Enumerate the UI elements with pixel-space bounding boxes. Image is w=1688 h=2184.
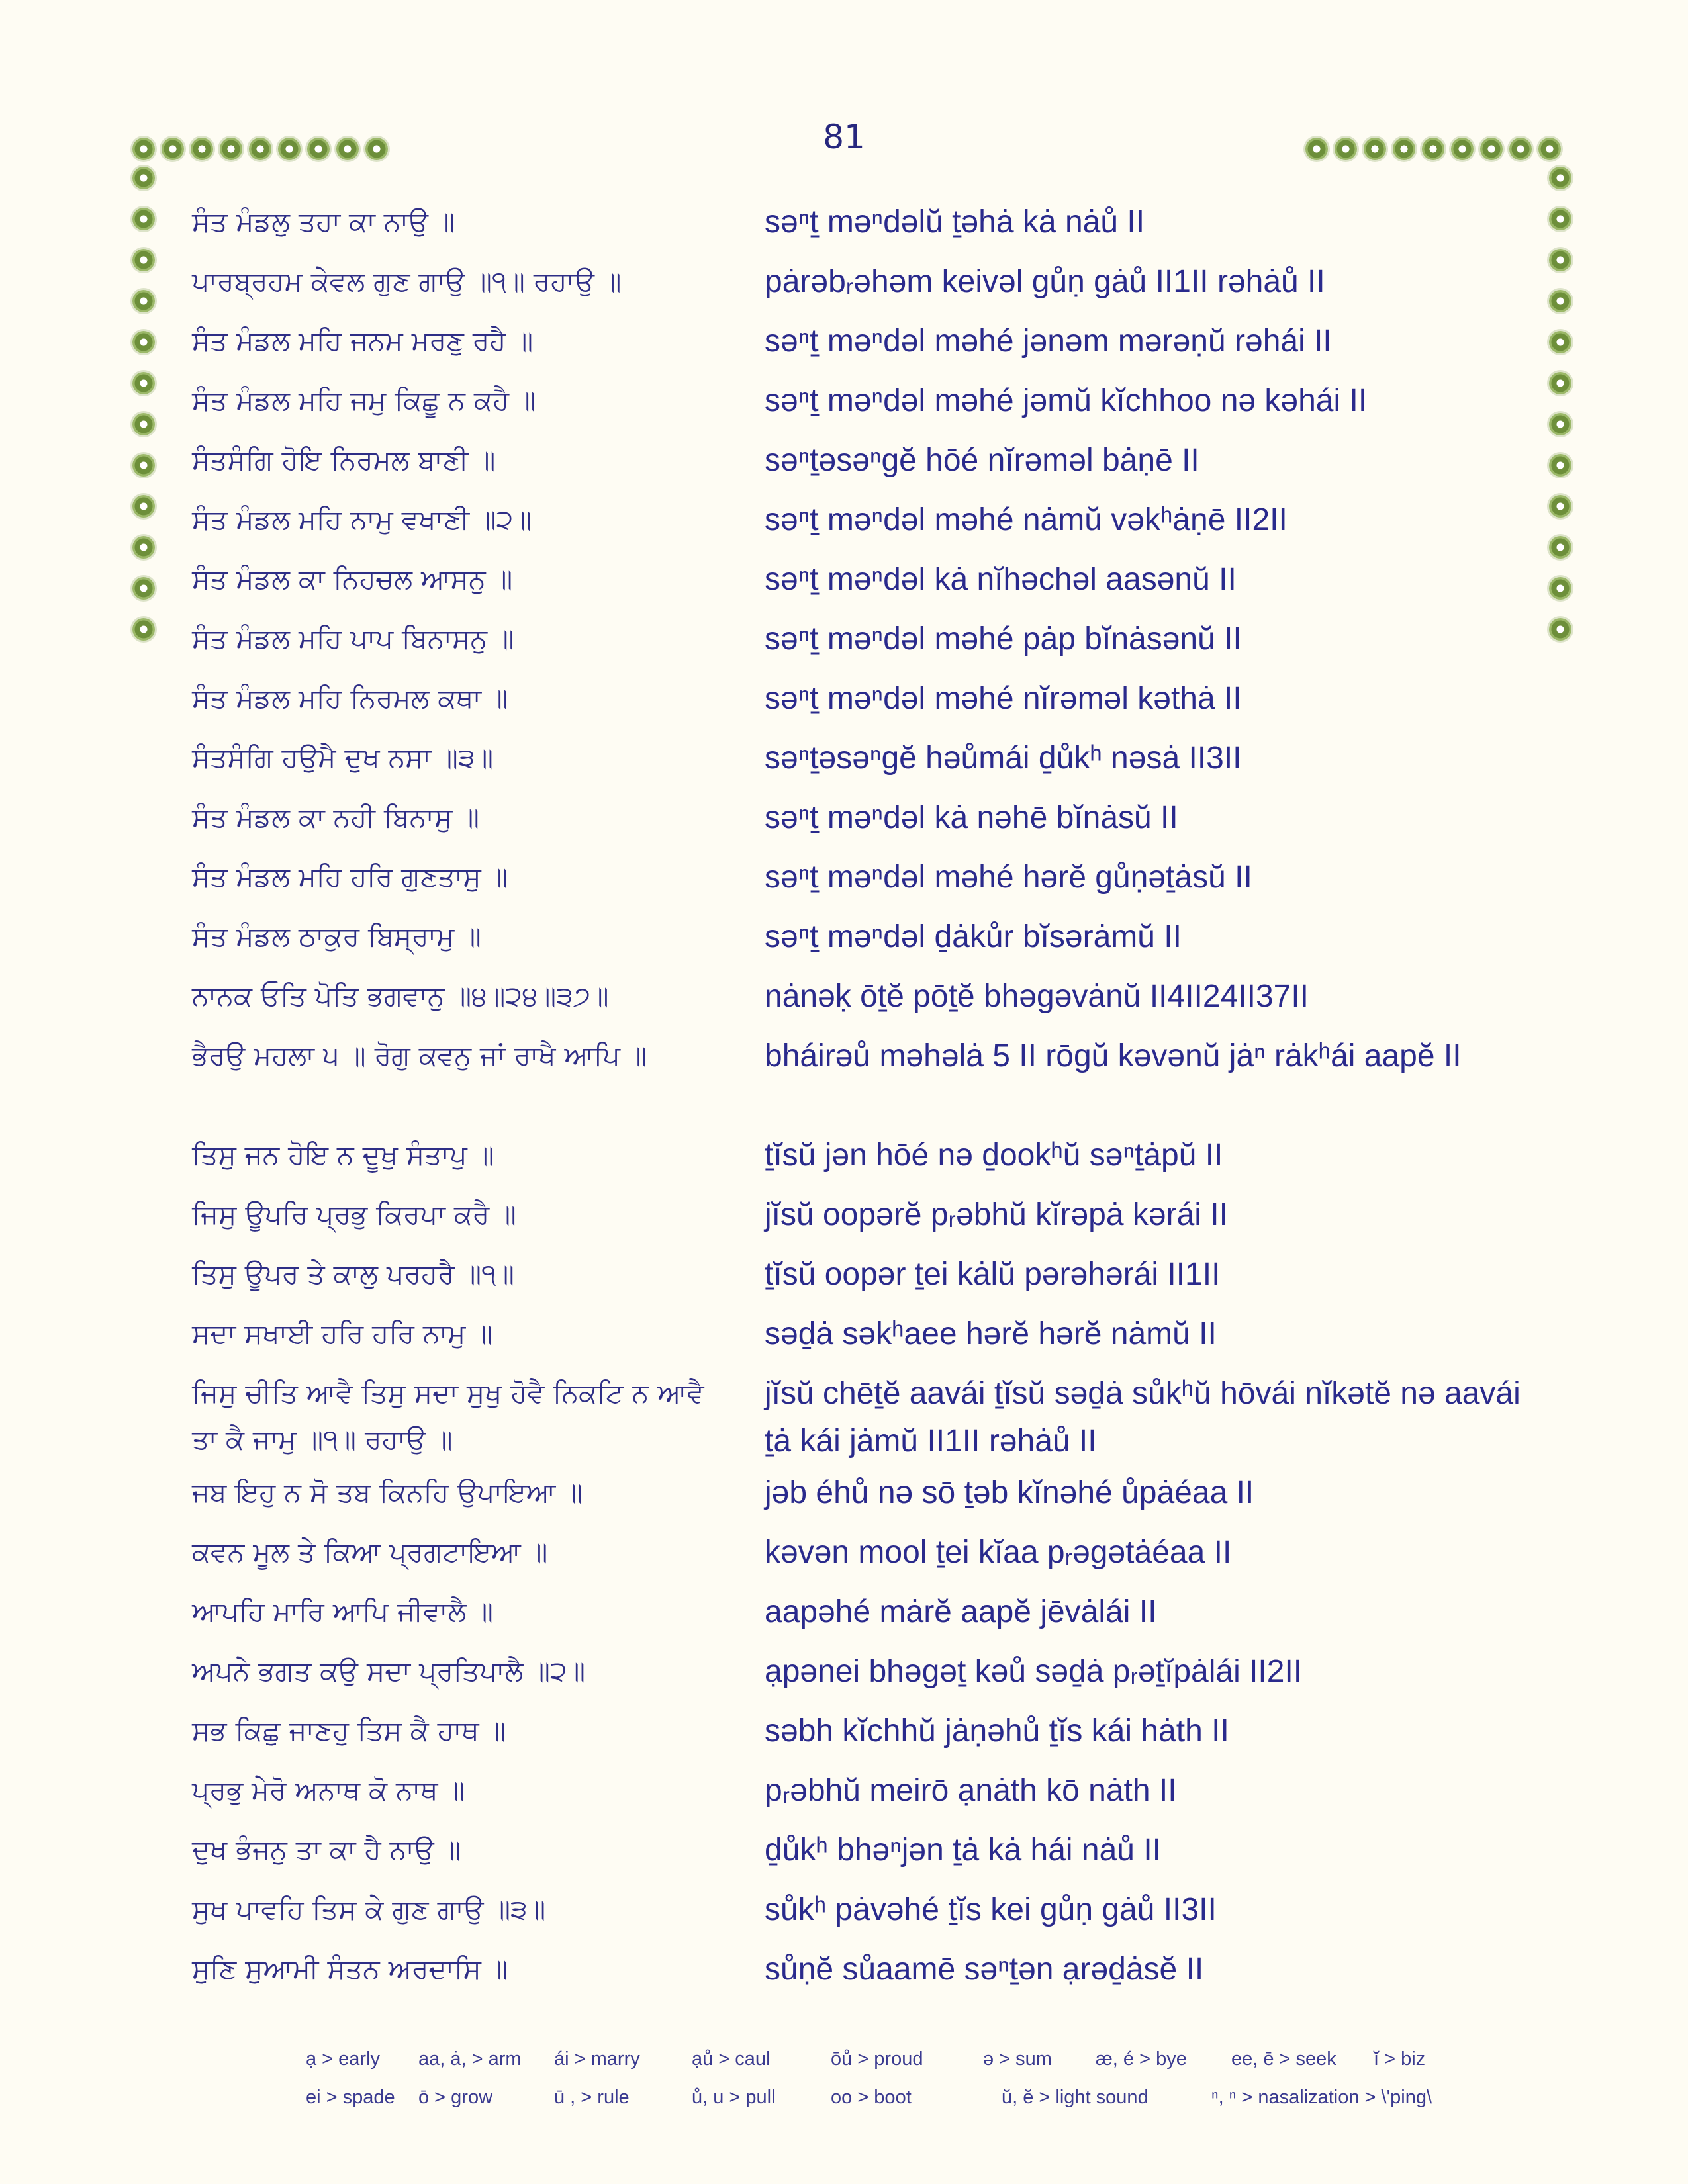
gurmukhi-text: ਜਬ ਇਹੁ ਨ ਸੋ ਤਬ ਕਿਨਹਿ ਉਪਾਇਆ ॥ [192,1477,583,1508]
transliteration-text: jĭsŭ chēṯĕ aavái ṯĭsŭ səḏȧ sůkʰŭ hōvái nĭkətĕ nə aavái ṯȧ kái jȧmŭ II1II rəhȧů II [765,1376,1521,1459]
gurmukhi-text: ਸੰਤ ਮੰਡਲ ਮਹਿ ਜਨਮ ਮਰਣੁ ਰਹੈ ॥ [192,325,534,357]
flower-icon [1451,138,1474,160]
legend-item: ái > marry [554,2048,640,2070]
flower-icon [249,138,271,160]
transliteration-text: səⁿṯ məⁿdəl məhé pȧp bĭnȧsənŭ II [765,621,1242,657]
gurmukhi-text: ਜਿਸੁ ਚੀਤਿ ਆਵੈ ਤਿਸੁ ਸਦਾ ਸੁਖੁ ਹੋਵੈ ਨਿਕਟਿ ਨ ਆਵੈ ਤਾ ਕੈ ਜਾਮੁ ॥੧॥ ਰਹਾਉ ॥ [192,1377,704,1455]
gurmukhi-text: ਤਿਸੁ ਜਨ ਹੋਇ ਨ ਦੂਖੁ ਸੰਤਾਪੁ ॥ [192,1139,494,1171]
verse-line [0,258,1688,318]
flower-icon [191,138,213,160]
gurmukhi-text: ਭੈਰਉ ਮਹਲਾ ੫ ॥ ਰੋਗੁ ਕਵਨੁ ਜਾਂ ਰਾਖੈ ਆਪਿ ॥ [192,1040,647,1071]
gurmukhi-text: ਸੰਤ ਮੰਡਲ ਕਾ ਨਹੀ ਬਿਨਾਸੁ ॥ [192,801,479,833]
transliteration-text: səⁿṯ məⁿdəl məhé jəmŭ kĭchhoo nə kəhái II [765,383,1368,418]
verse-line [0,1886,1688,1946]
flower-icon [307,138,330,160]
transliteration-text: səḏȧ səkʰaee hərĕ hərĕ nȧmŭ II [765,1316,1217,1351]
flower-icon [132,167,155,189]
legend-item: ōů > proud [831,2048,923,2070]
flower-icon [1509,138,1532,160]
flower-icon [365,138,388,160]
transliteration-text: sůkʰ pȧvəhé ṯĭs kei gůṇ gȧů II3II [765,1892,1217,1927]
verse-line [0,1251,1688,1310]
legend-item: æ, é > bye [1096,2048,1187,2070]
verse-line [0,1946,1688,2005]
transliteration-text: səⁿṯ məⁿdəl məhé jənəm mərəṇŭ rəhái II [765,324,1332,359]
verse-line [0,913,1688,973]
transliteration-text: kəvən mool ṯei kĭaa pᵣəgətȧéaa II [765,1535,1232,1570]
verse-list [0,199,1688,2005]
verse-line [0,1469,1688,1529]
transliteration-text: səⁿṯ məⁿdəl kȧ nĭhəchəl aasənŭ II [765,562,1237,597]
legend-item: ạů > caul [692,2048,771,2070]
verse-line [0,1370,1688,1469]
flower-icon [1538,138,1561,160]
legend-item: ŭ, ĕ > light sound [1002,2086,1149,2108]
transliteration-text: pᵣəbhŭ meirō ạnȧth kō nȧth II [765,1773,1177,1808]
verse-line [0,675,1688,735]
transliteration-text: səⁿṯ məⁿdəl məhé nĭrəməl kəthȧ II [765,681,1242,716]
verse-line [0,1707,1688,1767]
transliteration-text: səⁿṯ məⁿdəlŭ ṯəhȧ kȧ nȧů II [765,205,1145,240]
border-ornament-top-left [132,138,388,160]
gurmukhi-text: ਸੰਤ ਮੰਡਲ ਮਹਿ ਜਮੁ ਕਿਛੂ ਨ ਕਹੈ ॥ [192,385,536,416]
verse-line [0,437,1688,496]
gurmukhi-text: ਸੰਤ ਮੰਡਲ ਮਹਿ ਨਾਮੁ ਵਖਾਣੀ ॥੨॥ [192,504,532,535]
gurmukhi-text: ਸੰਤਸੰਗਿ ਹੋਇ ਨਿਰਮਲ ਬਾਣੀ ॥ [192,444,496,476]
transliteration-text: səⁿṯ məⁿdəl kȧ nəhē bĭnȧsŭ II [765,800,1178,835]
gurmukhi-text: ਪਾਰਬ੍ਰਹਮ ਕੇਵਲ ਗੁਣ ਗਾਉ ॥੧॥ ਰਹਾਉ ॥ [192,265,622,297]
gurmukhi-text: ਦੁਖ ਭੰਜਨੁ ਤਾ ਕਾ ਹੈ ਨਾਉ ॥ [192,1834,461,1866]
transliteration-text: səⁿṯəsəⁿgĕ hōé nĭrəməl bȧṇē II [765,443,1199,478]
flower-icon [1480,138,1503,160]
flower-icon [1335,138,1357,160]
gurmukhi-text: ਸੰਤ ਮੰਡਲੁ ਤਹਾ ਕਾ ਨਾਉ ॥ [192,206,455,238]
legend-item: ạ > early [306,2048,381,2070]
transliteration-text: bháirəů məhəlȧ 5 II rōgŭ kəvənŭ jȧⁿ rȧkʰái aapĕ II [765,1038,1462,1073]
gurmukhi-text: ਸੁਣਿ ਸੁਆਮੀ ਸੰਤਨ ਅਰਦਾਸਿ ॥ [192,1953,508,1985]
flower-icon [1364,138,1386,160]
legend-item: ee, ē > seek [1231,2048,1336,2070]
legend-item: ū , > rule [554,2086,630,2108]
transliteration-text: səⁿṯəsəⁿgĕ həůmái ḏůkʰ nəsȧ II3II [765,741,1242,776]
transliteration-text: ḏůkʰ bhəⁿjən ṯȧ kȧ hái nȧů II [765,1833,1161,1868]
gurmukhi-text: ਪ੍ਰਭੁ ਮੇਰੋ ਅਨਾਥ ਕੋ ਨਾਥ ॥ [192,1774,465,1806]
transliteration-text: səⁿṯ məⁿdəl məhé hərĕ gůṇəṯȧsŭ II [765,860,1252,895]
gurmukhi-text: ਆਪਹਿ ਮਾਰਿ ਆਪਿ ਜੀਵਾਲੈ ॥ [192,1596,493,1627]
flower-icon [1305,138,1328,160]
gurmukhi-text: ਸੰਤਸੰਗਿ ਹਉਮੈ ਦੁਖ ਨਸਾ ॥੩॥ [192,742,494,774]
gurmukhi-text: ਸੁਖ ਪਾਵਹਿ ਤਿਸ ਕੇ ਗੁਣ ਗਾਉ ॥੩॥ [192,1893,546,1925]
flower-icon [162,138,184,160]
transliteration-text: səⁿṯ məⁿdəl ḏȧkůr bĭsərȧmŭ II [765,919,1182,954]
gurmukhi-text: ਸੰਤ ਮੰਡਲ ਮਹਿ ਨਿਰਮਲ ਕਥਾ ॥ [192,682,508,714]
legend-item: ů, u > pull [692,2086,776,2108]
verse-line [0,1032,1688,1132]
gurmukhi-text: ਸੰਤ ਮੰਡਲ ਮਹਿ ਹਰਿ ਗੁਣਤਾਸੁ ॥ [192,861,508,893]
flower-icon [220,138,242,160]
transliteration-text: səⁿṯ məⁿdəl məhé nȧmŭ vəkʰȧṇē II2II [765,502,1288,537]
page-number: 81 [823,118,865,156]
legend-item: ĭ > biz [1374,2048,1426,2070]
flower-icon [1393,138,1415,160]
legend-item: aa, ȧ, > arm [418,2048,522,2070]
flower-icon [278,138,301,160]
legend-item: ō > grow [418,2086,493,2108]
legend-row [306,2040,1497,2078]
verse-line [0,318,1688,377]
verse-line [0,556,1688,615]
verse-line [0,1648,1688,1707]
verse-line [0,377,1688,437]
verse-line [0,854,1688,913]
verse-line [0,615,1688,675]
flower-icon [132,138,155,160]
verse-line [0,1827,1688,1886]
transliteration-text: ṯĭsŭ jən hōé nə ḏookʰŭ səⁿṯȧpŭ II [765,1138,1223,1173]
transliteration-text: ạpənei bhəgəṯ kəů səḏȧ pᵣəṯĭpȧlái II2II [765,1654,1303,1689]
flower-icon [1549,167,1571,189]
transliteration-text: sůṇĕ sůaamē səⁿṯən ạrəḏȧsĕ II [765,1952,1204,1987]
pronunciation-legend [306,2040,1497,2116]
flower-icon [1422,138,1444,160]
legend-item: ə > sum [983,2048,1052,2070]
legend-item: oo > boot [831,2086,912,2108]
verse-line [0,199,1688,258]
gurmukhi-text: ਸੰਤ ਮੰਡਲ ਮਹਿ ਪਾਪ ਬਿਨਾਸਨੁ ॥ [192,623,514,655]
transliteration-text: pȧrəbᵣəhəm keivəl gůṇ gȧů II1II rəhȧů II [765,264,1325,299]
legend-row [306,2078,1497,2116]
legend-item: ⁿ, ⁿ > nasalization > \'ping\ [1211,2086,1432,2108]
transliteration-text: jĭsŭ oopərĕ pᵣəbhŭ kĭrəpȧ kərái II [765,1197,1228,1232]
gurmukhi-text: ਕਵਨ ਮੂਲ ਤੇ ਕਿਆ ਪ੍ਰਗਟਾਇਆ ॥ [192,1536,548,1568]
verse-line [0,794,1688,854]
transliteration-text: aapəhé mȧrĕ aapĕ jēvȧlái II [765,1594,1157,1629]
gurmukhi-text: ਸੰਤ ਮੰਡਲ ਠਾਕੁਰ ਬਿਸ੍ਰਾਮੁ ॥ [192,921,481,952]
gurmukhi-text: ਸਭ ਕਿਛੁ ਜਾਣਹੁ ਤਿਸ ਕੈ ਹਾਥ ॥ [192,1715,506,1747]
legend-item: ei > spade [306,2086,395,2108]
verse-line [0,1767,1688,1827]
border-ornament-top-right [1305,138,1561,160]
verse-line [0,1132,1688,1191]
gurmukhi-text: ਸੰਤ ਮੰਡਲ ਕਾ ਨਿਹਚਲ ਆਸਨੁ ॥ [192,563,513,595]
verse-line [0,1191,1688,1251]
gurmukhi-text: ਜਿਸੁ ਊਪਰਿ ਪ੍ਰਭੁ ਕਿਰਪਾ ਕਰੈ ॥ [192,1199,516,1230]
gurmukhi-text: ਅਪਨੇ ਭਗਤ ਕਉ ਸਦਾ ਪ੍ਰਤਿਪਾਲੈ ॥੨॥ [192,1655,586,1687]
gurmukhi-text: ਸਦਾ ਸਖਾਈ ਹਰਿ ਹਰਿ ਨਾਮੁ ॥ [192,1318,492,1349]
gurmukhi-text: ਤਿਸੁ ਊਪਰ ਤੇ ਕਾਲੁ ਪਰਹਰੈ ॥੧॥ [192,1258,515,1290]
gurmukhi-text: ਨਾਨਕ ਓਤਿ ਪੋਤਿ ਭਗਵਾਨੁ ॥੪॥੨੪॥੩੭॥ [192,980,609,1012]
verse-line [0,1588,1688,1648]
verse-line [0,973,1688,1032]
verse-line [0,735,1688,794]
flower-icon [336,138,359,160]
verse-line [0,1310,1688,1370]
transliteration-text: nȧnəḳ ōṯĕ pōṯĕ bhəgəvȧnŭ II4II24II37II [765,979,1309,1014]
verse-line [0,1529,1688,1588]
transliteration-text: ṯĭsŭ oopər ṯei kȧlŭ pərəhərái II1II [765,1257,1221,1292]
transliteration-text: səbh kĭchhŭ jȧṇəhů ṯĭs kái hȧth II [765,1713,1229,1749]
transliteration-text: jəb éhů nə sō ṯəb kĭnəhé ůpȧéaa II [765,1475,1254,1510]
verse-line [0,496,1688,556]
